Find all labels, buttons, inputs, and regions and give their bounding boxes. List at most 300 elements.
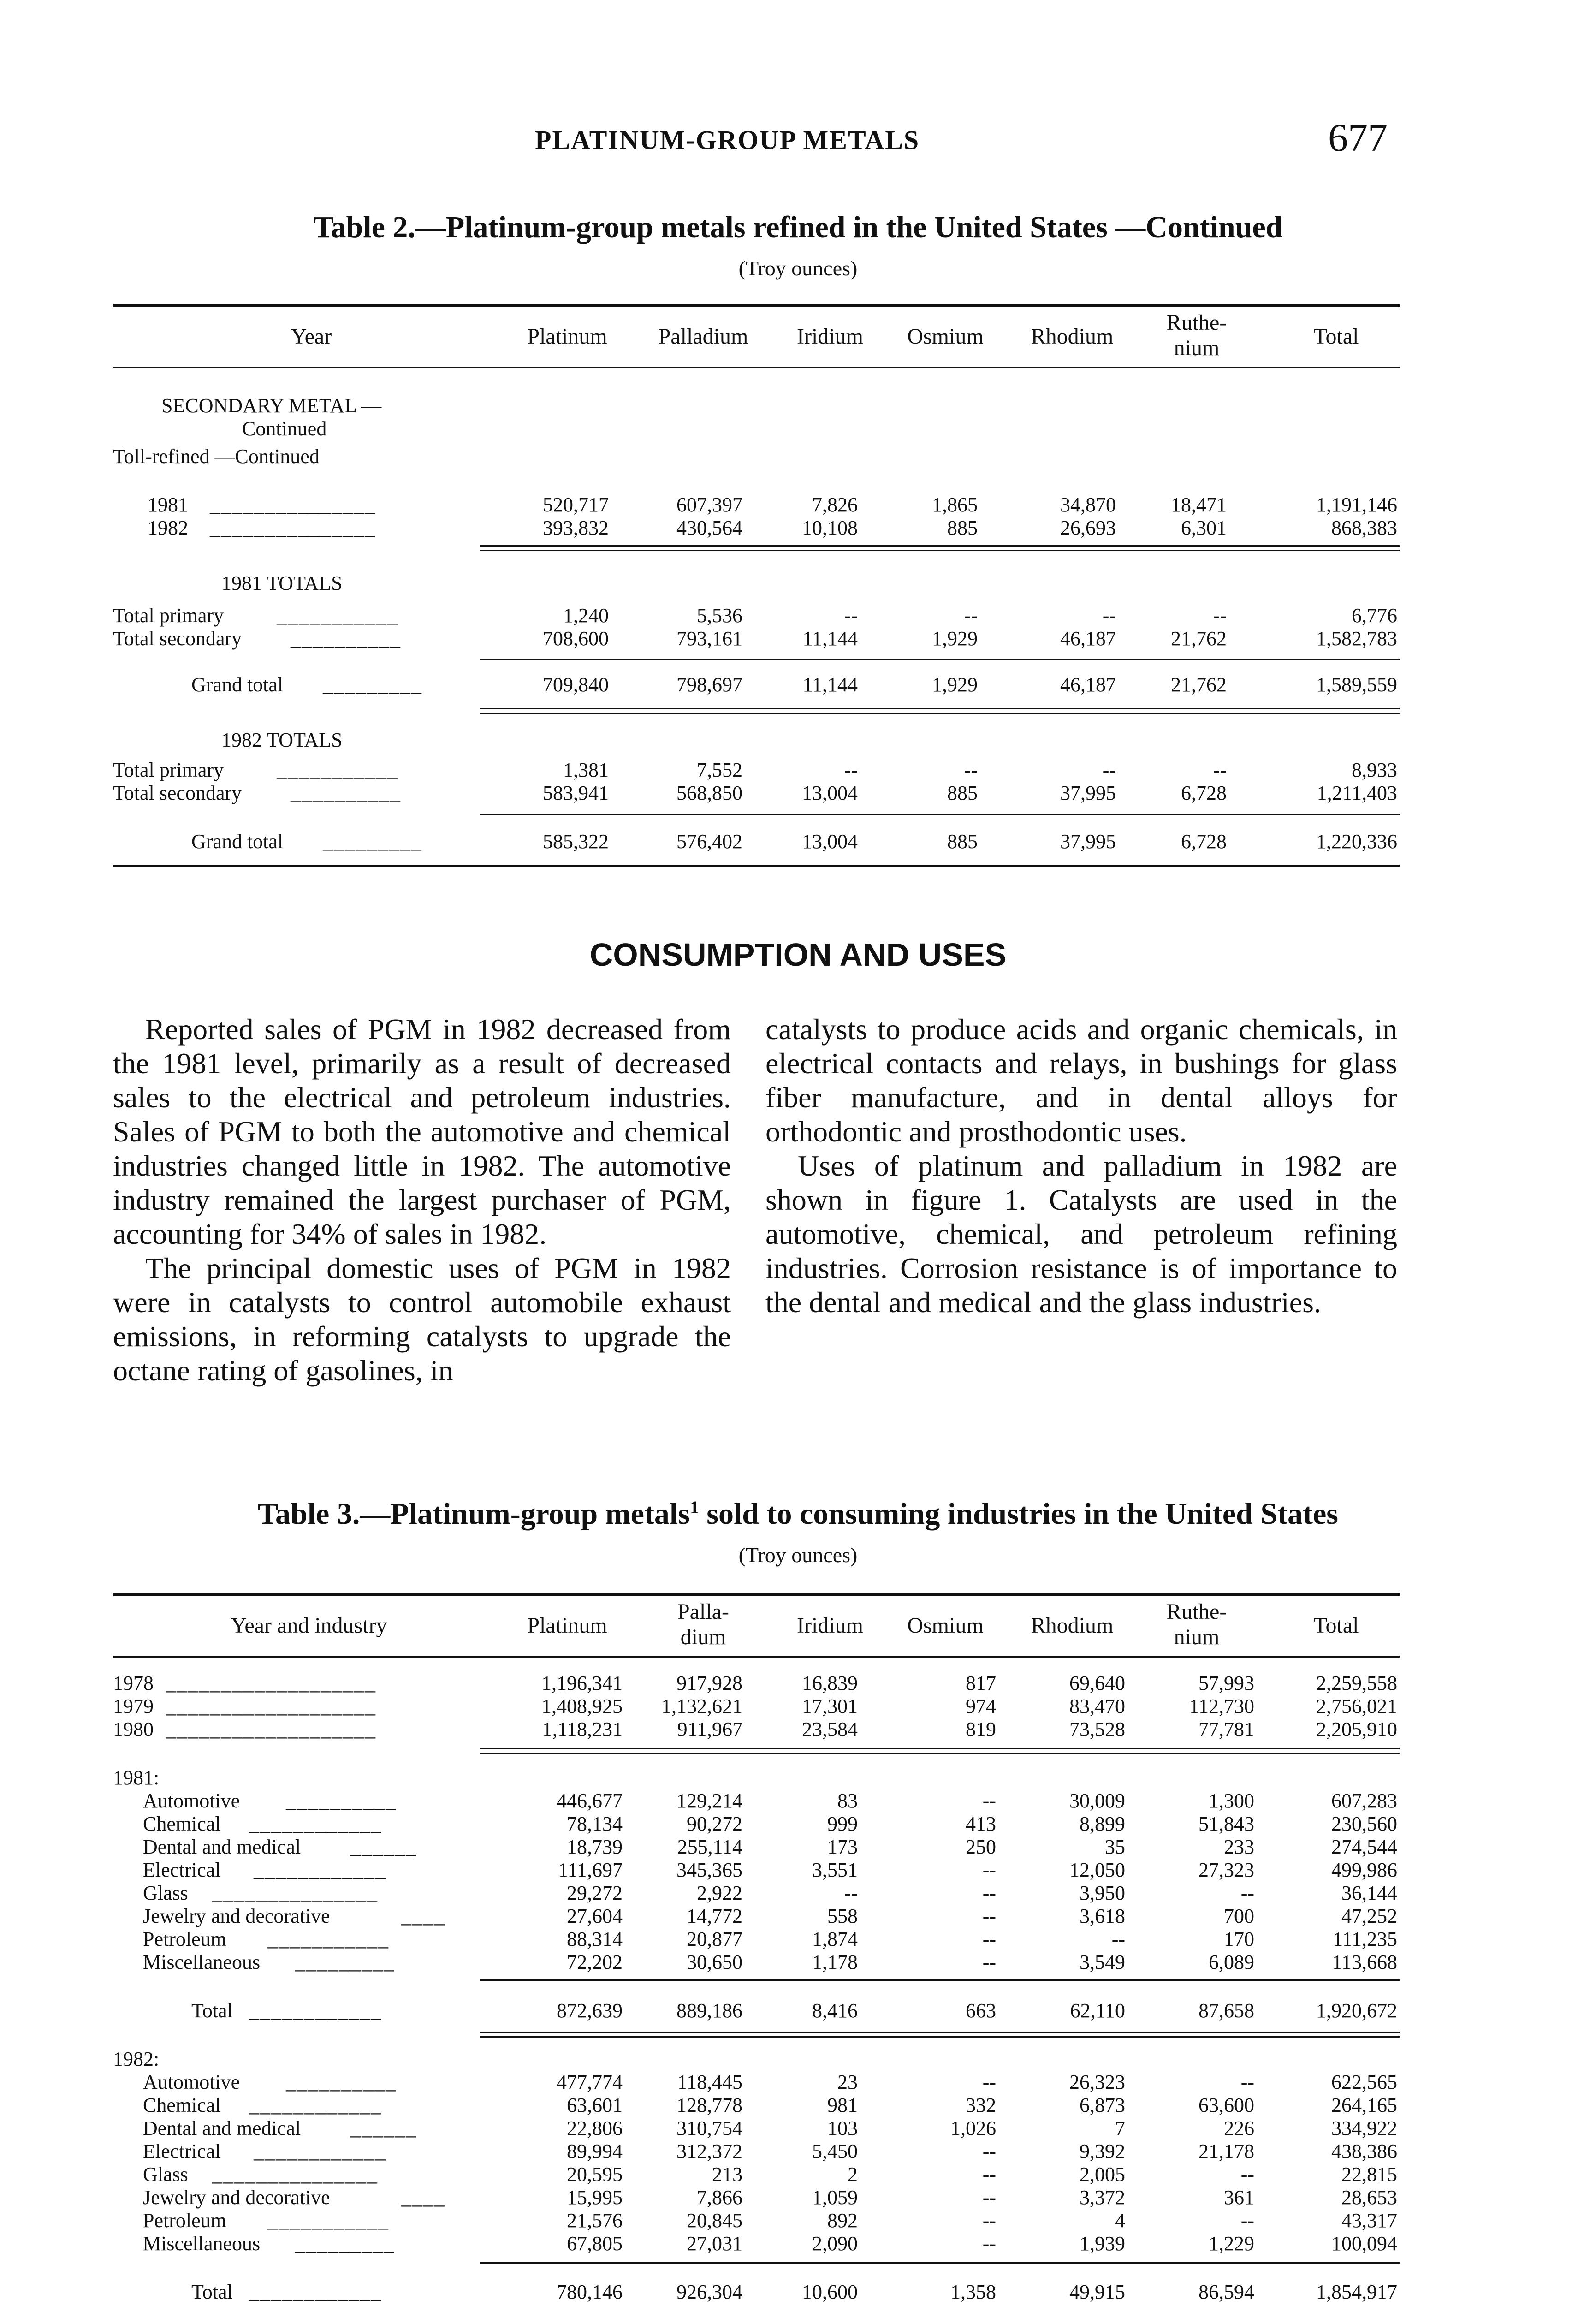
table3-cell: 8,899 (1080, 1813, 1125, 1835)
table3-header-palladium-2: dium (680, 1625, 726, 1649)
table3-cell: 1,358 (950, 2281, 996, 2303)
table3-rule (480, 1979, 1400, 1981)
table3-row-label: Chemical (143, 2094, 221, 2116)
table3-cell: 88,314 (567, 1928, 623, 1950)
table2-rule (480, 545, 1400, 547)
table2-cell: 1,191,146 (1316, 493, 1397, 516)
table3-cell: 28,653 (1341, 2186, 1397, 2209)
table3-cell: 62,110 (1070, 1999, 1125, 2022)
leader-dots: ____________ (249, 2281, 382, 2303)
table3-cell: -- (982, 1928, 996, 1950)
table3-row-label: Miscellaneous (143, 2232, 261, 2255)
table3-cell: 47,252 (1341, 1905, 1397, 1927)
table3-cell: 413 (966, 1813, 996, 1835)
table2-cell: -- (1102, 604, 1116, 627)
table3-cell: -- (1240, 1882, 1254, 1904)
table3-cell: 233 (1224, 1836, 1254, 1858)
table2-cell: 5,536 (697, 604, 742, 627)
table2-title: Table 2.—Platinum-group metals refined in the United States —Continued (313, 210, 1283, 244)
table3-cell: 17,301 (802, 1695, 858, 1718)
table3-cell: 22,806 (567, 2117, 623, 2140)
table3-cell: 49,915 (1069, 2281, 1125, 2303)
table3-cell: 20,877 (687, 1928, 742, 1950)
table3-rule (480, 2032, 1400, 2033)
table3-header-ruthenium-1: Ruthe- (1166, 1599, 1227, 1624)
leader-dots: ______ (350, 2117, 417, 2140)
table3-cell: 264,165 (1331, 2094, 1397, 2116)
table3-cell: 819 (966, 1718, 996, 1741)
table3-cell: 23 (837, 2071, 858, 2093)
table3-cell: 12,050 (1069, 1859, 1125, 1881)
table3-row-label: Dental and medical (143, 2117, 301, 2140)
table3-row-label: Electrical (143, 2140, 221, 2163)
table2-cell: 709,840 (543, 673, 609, 696)
leader-dots: ___________ (267, 1928, 389, 1950)
table3-cell: 87,658 (1198, 1999, 1254, 2022)
table2-cell: 1,381 (563, 759, 609, 781)
footnote-marker: 1 (689, 1497, 699, 1517)
table2-totals-label: 1982 TOTALS (221, 729, 343, 751)
table2-cell: 1,929 (932, 627, 978, 650)
table3-cell: 67,805 (567, 2232, 623, 2255)
table3-cell: 83,470 (1069, 1695, 1125, 1718)
table2-cell: 6,776 (1352, 604, 1397, 627)
table3-cell: 446,677 (557, 1789, 623, 1812)
table2-cell: 34,870 (1060, 493, 1116, 516)
table2-rule (480, 713, 1400, 714)
table2-cell: 13,004 (802, 782, 858, 804)
table2-header-ruthenium-1: Ruthe- (1166, 310, 1227, 335)
table2-cell: 7,826 (812, 493, 858, 516)
table3-cell: 22,815 (1341, 2163, 1397, 2186)
table2-section-label: SECONDARY METAL — (161, 394, 382, 417)
table3-cell: 16,839 (802, 1672, 858, 1694)
table3-rule (480, 1753, 1400, 1754)
leader-dots: _________ (323, 673, 422, 696)
leader-dots: ___________ (277, 604, 398, 627)
table3-row-label: Automotive (143, 1789, 240, 1812)
table3-cell: 2,259,558 (1316, 1672, 1397, 1694)
table2-cell: 1,582,783 (1316, 627, 1397, 650)
table2-section-label: Toll-refined —Continued (113, 445, 320, 468)
table3-cell: -- (982, 1789, 996, 1812)
table3-cell: 26,323 (1069, 2071, 1125, 2093)
leader-dots: _______________ (210, 517, 376, 539)
leader-dots: ____________ (249, 1813, 382, 1835)
table3-cell: -- (1240, 2071, 1254, 2093)
table2-cell: 885 (947, 782, 978, 804)
table3-cell: 1,229 (1209, 2232, 1254, 2255)
table3-cell: 1,300 (1209, 1789, 1254, 1812)
table3-cell: 20,595 (567, 2163, 623, 2186)
table3-title (0, 1497, 1596, 1532)
table3-cell: 113,668 (1332, 1951, 1397, 1973)
page-number: 677 (1328, 115, 1388, 160)
leader-dots: ____________ (254, 2140, 386, 2163)
table3-cell: 438,386 (1331, 2140, 1397, 2163)
table3-cell: 1,132,621 (661, 1695, 742, 1718)
table3-cell: -- (982, 2232, 996, 2255)
table3-cell: 607,283 (1331, 1789, 1397, 1812)
table3-cell: 173 (827, 1836, 858, 1858)
leader-dots: _________ (295, 2232, 395, 2255)
table2-cell: 585,322 (543, 830, 609, 853)
paragraph: Uses of platinum and palladium in 1982 are shown in figure 1. Catalysts are used in the automotive, chemical, and petroleum refining industries. Corrosion resistance is of importance to the dental and medical and the glass industries. (765, 1149, 1397, 1319)
table2-cell: 8,933 (1352, 759, 1397, 781)
table3-cell: 72,202 (567, 1951, 623, 1973)
table3-cell: 213 (712, 2163, 742, 2186)
table2-row-label: Total primary (113, 604, 224, 627)
table2-bottom-rule (113, 865, 1400, 867)
section-heading: CONSUMPTION AND USES (589, 937, 1007, 973)
leader-dots: __________ (291, 782, 401, 804)
leader-dots: ___________________ (166, 1718, 376, 1741)
table3-header-iridium: Iridium (797, 1613, 863, 1638)
table3-cell: 103 (827, 2117, 858, 2140)
table2-cell: 6,301 (1181, 517, 1227, 539)
table3-cell: -- (1111, 1928, 1125, 1950)
table2-header-osmium: Osmium (907, 324, 984, 349)
table3-cell: -- (844, 1882, 858, 1904)
table3-cell: 663 (966, 1999, 996, 2022)
table2-rule (480, 814, 1400, 815)
table3-cell: 361 (1224, 2186, 1254, 2209)
table2-cell: 21,762 (1171, 627, 1227, 650)
table3-cell: 23,584 (802, 1718, 858, 1741)
table2-cell: -- (1102, 759, 1116, 781)
table2-row-label: 1982 (148, 517, 188, 539)
table3-cell: 30,650 (687, 1951, 742, 1973)
paragraph: The principal domestic uses of PGM in 1982 were in catalysts to control automobile exhaust emissions, in reforming catalysts to upgrade the octane rating of gasolines, in (113, 1252, 731, 1387)
leader-dots: __________ (286, 1789, 397, 1812)
table2-cell: 798,697 (676, 673, 742, 696)
table2-cell: 21,762 (1171, 673, 1227, 696)
table3-header-platinum: Platinum (527, 1613, 607, 1638)
table3-cell: -- (982, 2071, 996, 2093)
table3-cell: -- (982, 1905, 996, 1927)
table3-cell: 83 (837, 1789, 858, 1812)
table3-cell: 15,995 (567, 2186, 623, 2209)
table3-cell: 1,196,341 (541, 1672, 623, 1694)
table3-cell: 21,178 (1198, 2140, 1254, 2163)
table3-cell: 170 (1224, 1928, 1254, 1950)
leader-dots: _______________ (210, 493, 376, 516)
table3-cell: 332 (966, 2094, 996, 2116)
table3-row-label: Automotive (143, 2071, 240, 2093)
table3-cell: 889,186 (676, 1999, 742, 2022)
table3-cell: 1,118,231 (542, 1718, 623, 1741)
table3-header-palladium-1: Palla- (677, 1599, 729, 1624)
table3-cell: 10,600 (802, 2281, 858, 2303)
table3-cell: 78,134 (567, 1813, 623, 1835)
table3-cell: 558 (827, 1905, 858, 1927)
table3-header-rhodium: Rhodium (1031, 1613, 1114, 1638)
table3-cell: 118,445 (677, 2071, 742, 2093)
table3-rule (480, 2262, 1400, 2264)
table3-top-rule (113, 1593, 1400, 1596)
table2-rule (480, 550, 1400, 551)
table3-header-total: Total (1313, 1613, 1359, 1638)
table2-cell: -- (1213, 759, 1227, 781)
leader-dots: ___________ (277, 759, 398, 781)
table2-cell: 6,728 (1181, 782, 1227, 804)
table2-cell: 37,995 (1060, 782, 1116, 804)
table3-cell: -- (982, 1859, 996, 1881)
table2-cell: 583,941 (543, 782, 609, 804)
table3-cell: 255,114 (677, 1836, 742, 1858)
table2-cell: 46,187 (1060, 627, 1116, 650)
table3-cell: 3,549 (1080, 1951, 1125, 1973)
table3-cell: 1,920,672 (1316, 1999, 1397, 2022)
leader-dots: __________ (286, 2071, 397, 2093)
table3-cell: 1,939 (1080, 2232, 1125, 2255)
table3-row-label: 1978 (113, 1672, 154, 1694)
table2-cell: 1,865 (932, 493, 978, 516)
leader-dots: ____ (401, 2186, 445, 2209)
leader-dots: ____________ (249, 2094, 382, 2116)
table3-subtitle: (Troy ounces) (738, 1543, 858, 1567)
table3-cell: 911,967 (677, 1718, 742, 1741)
table3-cell: 57,993 (1198, 1672, 1254, 1694)
table3-cell: 69,640 (1069, 1672, 1125, 1694)
leader-dots: __________ (291, 627, 401, 650)
table2-cell: 393,832 (543, 517, 609, 539)
table2-cell: -- (964, 604, 978, 627)
leader-dots: ____________ (254, 1859, 386, 1881)
table3-cell: -- (982, 1951, 996, 1973)
table3-cell: 89,994 (567, 2140, 623, 2163)
table2-cell: -- (1213, 604, 1227, 627)
table3-cell: 1,874 (812, 1928, 858, 1950)
table2-cell: 37,995 (1060, 830, 1116, 853)
table3-cell: 1,059 (812, 2186, 858, 2209)
table3-cell: -- (982, 2209, 996, 2232)
table3-cell: 35 (1105, 1836, 1125, 1858)
table3-cell: 2,005 (1080, 2163, 1125, 2186)
text-column-left (113, 1012, 731, 1388)
table3-cell: 230,560 (1331, 1813, 1397, 1835)
table3-cell: 73,528 (1069, 1718, 1125, 1741)
table3-row-label: Glass (143, 2163, 188, 2186)
table3-cell: 2,756,021 (1316, 1695, 1397, 1718)
table3-cell: 63,601 (567, 2094, 623, 2116)
table3-title-text: Table 3.—Platinum-group metals (258, 1497, 690, 1531)
table2-cell: 793,161 (676, 627, 742, 650)
table3-cell: 18,739 (567, 1836, 623, 1858)
table3-total-label: Total (191, 1999, 233, 2022)
table2-cell: -- (844, 759, 858, 781)
table2-cell: 7,552 (697, 759, 742, 781)
table3-cell: 700 (1224, 1905, 1254, 1927)
paragraph: catalysts to produce acids and organic chemicals, in electrical contacts and relays, in bushings for glass fiber manufacture, and in dental alloys for orthodontic and prosthodontic uses. (765, 1013, 1397, 1148)
table3-total-label: Total (191, 2281, 233, 2303)
table2-cell: 568,850 (676, 782, 742, 804)
table3-cell: 20,845 (687, 2209, 742, 2232)
table2-cell: 46,187 (1060, 673, 1116, 696)
table3-cell: 917,928 (676, 1672, 742, 1694)
table3-row-label: 1980 (113, 1718, 154, 1741)
table3-row-label: Electrical (143, 1859, 221, 1881)
table2-cell: 11,144 (802, 673, 858, 696)
table2-header-palladium: Palladium (658, 324, 748, 349)
table3-cell: 30,009 (1069, 1789, 1125, 1812)
table3-cell: 226 (1224, 2117, 1254, 2140)
table3-cell: 334,922 (1331, 2117, 1397, 2140)
table2-section-label: Continued (242, 417, 327, 440)
table3-cell: 128,778 (676, 2094, 742, 2116)
table3-row-label: Jewelry and decorative (143, 1905, 330, 1927)
table2-header-year: Year (291, 324, 332, 349)
table3-cell: 63,600 (1198, 2094, 1254, 2116)
table3-cell: 7,866 (697, 2186, 742, 2209)
leader-dots: _________ (295, 1951, 395, 1973)
table3-cell: 29,272 (567, 1882, 623, 1904)
table3-cell: -- (1240, 2209, 1254, 2232)
table3-cell: 90,272 (687, 1813, 742, 1835)
table3-cell: 312,372 (676, 2140, 742, 2163)
table3-cell: 622,565 (1331, 2071, 1397, 2093)
table2-cell: 18,471 (1171, 493, 1227, 516)
table3-cell: -- (982, 1882, 996, 1904)
table3-cell: 1,854,917 (1316, 2281, 1397, 2303)
table2-cell: 11,144 (802, 627, 858, 650)
table3-cell: 9,392 (1080, 2140, 1125, 2163)
table3-cell: 2,205,910 (1316, 1718, 1397, 1741)
leader-dots: ____________ (249, 1999, 382, 2022)
table2-subtitle: (Troy ounces) (738, 256, 858, 280)
table2-rule (480, 659, 1400, 660)
table2-cell: 1,211,403 (1317, 782, 1397, 804)
table3-cell: 3,618 (1080, 1905, 1125, 1927)
table2-cell: 430,564 (676, 517, 742, 539)
table3-cell: 274,544 (1331, 1836, 1397, 1858)
table3-cell: 51,843 (1198, 1813, 1254, 1835)
table3-cell: 27,323 (1198, 1859, 1254, 1881)
leader-dots: _______________ (212, 1882, 378, 1904)
table2-cell: 607,397 (676, 493, 742, 516)
table3-cell: 1,026 (950, 2117, 996, 2140)
table3-cell: 27,031 (687, 2232, 742, 2255)
table3-cell: 3,950 (1080, 1882, 1125, 1904)
table3-cell: 1,408,925 (541, 1695, 623, 1718)
table3-cell: 999 (827, 1813, 858, 1835)
table3-cell: 111,235 (1333, 1928, 1397, 1950)
table2-cell: 868,383 (1331, 517, 1397, 539)
table2-header-rule (113, 367, 1400, 368)
table3-cell: 817 (966, 1672, 996, 1694)
table3-cell: 1,178 (812, 1951, 858, 1973)
table3-rule (480, 1748, 1400, 1749)
table3-cell: 100,094 (1331, 2232, 1397, 2255)
table2-header-total: Total (1313, 324, 1359, 349)
table3-year-label: 1982: (113, 2048, 160, 2070)
table2-cell: 885 (947, 830, 978, 853)
table3-row-label: 1979 (113, 1695, 154, 1718)
table3-cell: 872,639 (557, 1999, 623, 2022)
table3-cell: 77,781 (1198, 1718, 1254, 1741)
table2-row-label: Total secondary (113, 782, 242, 804)
table3-cell: 499,986 (1331, 1859, 1397, 1881)
table3-row-label: Glass (143, 1882, 188, 1904)
table2-cell: 1,220,336 (1316, 830, 1397, 853)
table3-cell: 310,754 (676, 2117, 742, 2140)
table3-cell: 112,730 (1189, 1695, 1254, 1718)
table2-header-ruthenium-2: nium (1174, 336, 1220, 360)
table3-row-label: Petroleum (143, 1928, 226, 1950)
table3-cell: 345,365 (676, 1859, 742, 1881)
table3-cell: 111,697 (558, 1859, 623, 1881)
table3-header-rule (113, 1656, 1400, 1658)
leader-dots: ____ (401, 1905, 445, 1927)
table3-cell: 14,772 (687, 1905, 742, 1927)
table2-header-platinum: Platinum (527, 324, 607, 349)
table3-cell: 250 (966, 1836, 996, 1858)
table2-row-label: Grand total (191, 673, 284, 696)
table3-cell: 2,922 (697, 1882, 742, 1904)
table2-cell: 6,728 (1181, 830, 1227, 853)
leader-dots: ______ (350, 1836, 417, 1858)
table2-row-label: 1981 (148, 493, 188, 516)
table3-cell: 6,089 (1209, 1951, 1254, 1973)
table2-top-rule (113, 304, 1400, 307)
table3-year-label: 1981: (113, 1766, 160, 1789)
table3-cell: 2 (848, 2163, 858, 2186)
table2-row-label: Grand total (191, 830, 284, 853)
table3-row-label: Chemical (143, 1813, 221, 1835)
table3-cell: -- (982, 2140, 996, 2163)
text-column-right (765, 1012, 1397, 1319)
table2-cell: 708,600 (543, 627, 609, 650)
leader-dots: _________ (323, 830, 422, 853)
table3-row-label: Miscellaneous (143, 1951, 261, 1973)
leader-dots: _______________ (212, 2163, 378, 2186)
table2-cell: 520,717 (543, 493, 609, 516)
table3-cell: 5,450 (812, 2140, 858, 2163)
table3-cell: 926,304 (676, 2281, 742, 2303)
table3-title-text: sold to consuming industries in the United States (699, 1497, 1338, 1531)
running-title: PLATINUM-GROUP METALS (535, 125, 920, 155)
table3-header-osmium: Osmium (907, 1613, 984, 1638)
table3-cell: 7 (1115, 2117, 1125, 2140)
table3-header-year: Year and industry (231, 1613, 387, 1638)
table2-row-label: Total secondary (113, 627, 242, 650)
table2-cell: 1,240 (563, 604, 609, 627)
table2-row-label: Total primary (113, 759, 224, 781)
table3-cell: 43,317 (1341, 2209, 1397, 2232)
table2-cell: -- (964, 759, 978, 781)
table2-cell: 13,004 (802, 830, 858, 853)
table2-cell: -- (844, 604, 858, 627)
table2-cell: 1,589,559 (1316, 673, 1397, 696)
table3-rule (480, 2036, 1400, 2038)
table2-cell: 10,108 (802, 517, 858, 539)
leader-dots: ___________________ (166, 1672, 376, 1694)
table3-row-label: Jewelry and decorative (143, 2186, 330, 2209)
table3-cell: 892 (827, 2209, 858, 2232)
table2-header-iridium: Iridium (797, 324, 863, 349)
table3-cell: 477,774 (557, 2071, 623, 2093)
table2-totals-label: 1981 TOTALS (221, 572, 343, 594)
table3-cell: 780,146 (557, 2281, 623, 2303)
table2-header-rhodium: Rhodium (1031, 324, 1114, 349)
table3-cell: 8,416 (812, 1999, 858, 2022)
table3-cell: 129,214 (676, 1789, 742, 1812)
table3-cell: 21,576 (567, 2209, 623, 2232)
table3-cell: 4 (1115, 2209, 1125, 2232)
table3-cell: 2,090 (812, 2232, 858, 2255)
table3-cell: 974 (966, 1695, 996, 1718)
table3-cell: -- (982, 2186, 996, 2209)
